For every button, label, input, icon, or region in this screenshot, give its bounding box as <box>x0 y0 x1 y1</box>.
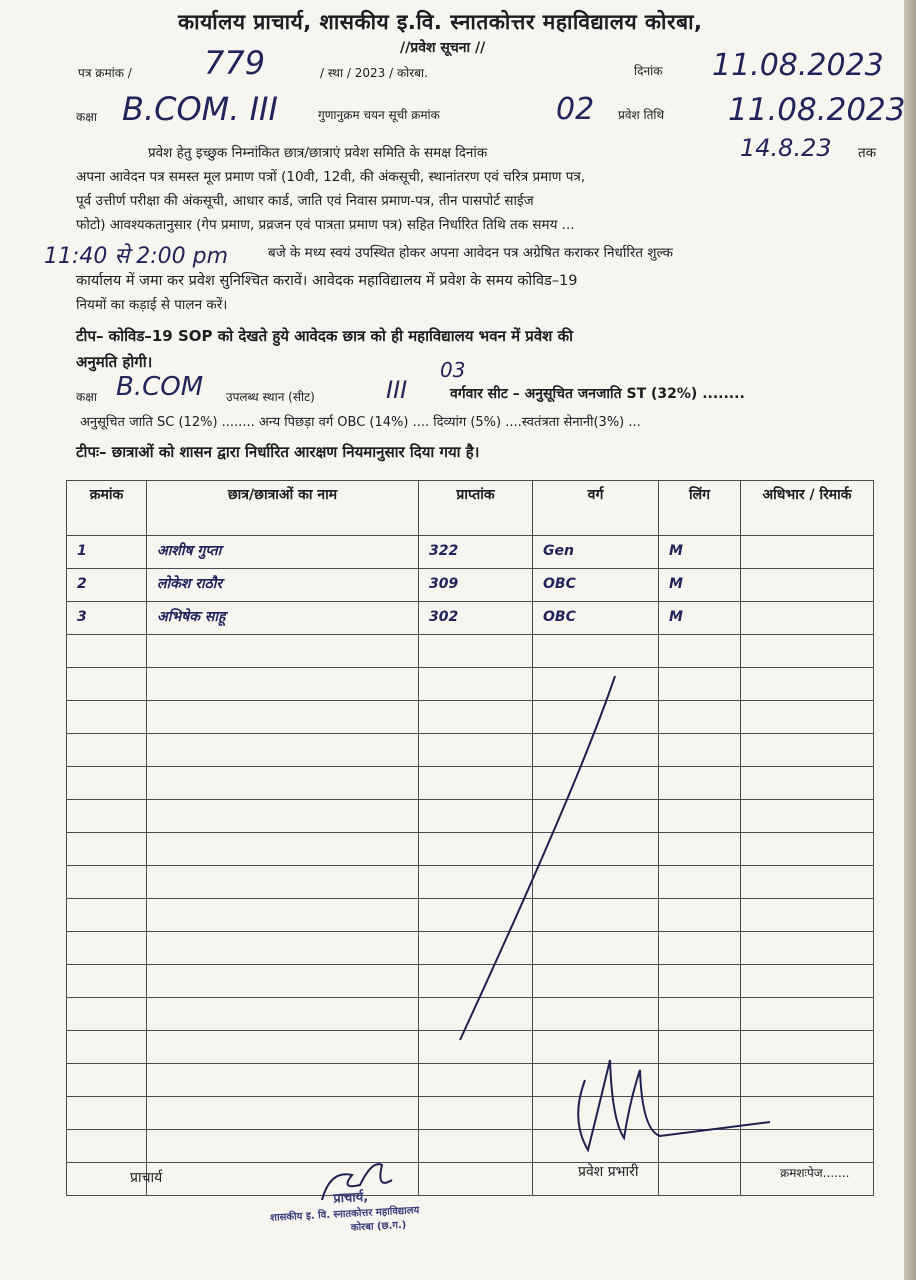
table-cell: M <box>659 536 741 569</box>
paragraph-line-1-end: तक <box>858 145 877 161</box>
table-cell: 302 <box>419 602 533 635</box>
stamp-line-3: कोरबा (छ.ग.) <box>350 1219 407 1234</box>
class-label: कक्षा <box>76 110 97 124</box>
seat-count: 03 <box>440 358 466 382</box>
table-cell: OBC <box>533 602 659 635</box>
paragraph-line-3: पूर्व उत्तीर्ण परीक्षा की अंकसूची, आधार कार्ड, जाति एवं निवास प्रमाण-पत्र, तीन पासपोर्ट साईज <box>76 193 534 209</box>
reporting-time: 11:40 से 2:00 pm <box>44 244 229 269</box>
class-value: B.COM. III <box>122 90 278 128</box>
paragraph-line-6: कार्यालय में जमा कर प्रवेश सुनिश्चित करावें। आवेदक महाविद्यालय में प्रवेश के समय कोविड–19 <box>76 273 578 289</box>
principal-label: प्राचार्य <box>130 1170 163 1186</box>
header-serial: क्रमांक <box>67 481 147 536</box>
stamp-line-1: प्राचार्य, <box>332 1189 369 1207</box>
merit-list-value: 02 <box>556 92 595 127</box>
available-seats-value: III <box>386 376 408 404</box>
paragraph-line-7: नियमों का कड़ाई से पालन करें। <box>76 297 228 313</box>
header-name: छात्र/छात्राओं का नाम <box>147 481 419 536</box>
table-cell: अभिषेक साहू <box>147 602 419 635</box>
table-cell: 309 <box>419 569 533 602</box>
diagonal-cancel-line <box>460 676 615 1040</box>
covid-note-line-2: अनुमति होगी। <box>76 353 153 371</box>
letter-number-label: पत्र क्रमांक / <box>78 66 132 80</box>
paragraph-line-5: बजे के मध्य स्वयं उपस्थित होकर अपना आवेदन पत्र अग्रेषित कराकर निर्धारित शुल्क <box>268 245 673 261</box>
paragraph-line-1: प्रवेश हेतु इच्छुक निम्नांकित छात्र/छात्राएं प्रवेश समिति के समक्ष दिनांक <box>148 145 488 161</box>
category-seats-line-2: अनुसूचित जाति SC (12%) ........ अन्य पिछड़ा वर्ग OBC (14%) .... दिव्यांग (5%) ....स्वतंत्रता सेनानी(3%) ... <box>80 415 641 430</box>
merit-list-label: गुणानुक्रम चयन सूची क्रमांक <box>318 108 440 122</box>
letter-date-label: दिनांक <box>634 64 663 78</box>
category-seats-label: वर्गवार सीट – अनुसूचित जनजाति ST (32%) ........ <box>450 386 745 402</box>
paragraph-line-2: अपना आवेदन पत्र समस्त मूल प्रमाण पत्रों (10वी, 12वी, की अंकसूची, स्थानांतरण एवं चरित्र प्रमाण पत्र, <box>76 169 586 185</box>
header-remark: अधिभार / रिमार्क <box>741 481 874 536</box>
available-seats-label: उपलब्ध स्थान (सीट) <box>226 390 315 404</box>
stamp-line-2: शासकीय इ. वि. स्नातकोत्तर महाविद्यालय <box>269 1205 420 1224</box>
table-cell: 2 <box>67 569 147 602</box>
table-cell: Gen <box>533 536 659 569</box>
table-cell: M <box>659 602 741 635</box>
covid-note-line-1: टीप– कोविड–19 SOP को देखते हुये आवेदक छात्र को ही महाविद्यालय भवन में प्रवेश की <box>76 327 574 345</box>
principal-stamp <box>269 1184 420 1238</box>
paragraph-line-4: फोटो) आवश्यकतानुसार (गेप प्रमाण, प्रव्रजन एवं पात्रता प्रमाण पत्र) सहित निर्धारित तिथि तक समय ... <box>76 217 575 233</box>
letter-ref: / स्था / 2023 / कोरबा. <box>320 66 428 80</box>
table-cell: आशीष गुप्ता <box>147 536 419 569</box>
table-cell: 1 <box>67 536 147 569</box>
appearance-date: 14.8.23 <box>740 134 832 162</box>
table-cell: M <box>659 569 741 602</box>
seats-class-value: B.COM <box>116 372 204 402</box>
letter-number-value: 779 <box>204 44 266 82</box>
incharge-signature <box>578 1060 770 1150</box>
admission-date-label: प्रवेश तिथि <box>618 108 665 122</box>
office-title: कार्यालय प्राचार्य, शासकीय इ.वि. स्नातकोत्तर महाविद्यालय कोरबा, <box>178 10 703 34</box>
header-category: वर्ग <box>533 481 659 536</box>
incharge-label: प्रवेश प्रभारी <box>578 1164 639 1180</box>
header-gender: लिंग <box>659 481 741 536</box>
table-cell: लोकेश राठौर <box>147 569 419 602</box>
reservation-note: टीपः– छात्राओं को शासन द्वारा निर्धारित आरक्षण नियमानुसार दिया गया है। <box>76 443 480 461</box>
continued-label: क्रमशःपेज....... <box>780 1166 850 1180</box>
table-cell: OBC <box>533 569 659 602</box>
header-marks: प्राप्तांक <box>419 481 533 536</box>
table-cell: 322 <box>419 536 533 569</box>
table-cell: 3 <box>67 602 147 635</box>
seats-class-label: कक्षा <box>76 390 97 404</box>
notice-subtitle: //प्रवेश सूचना // <box>400 40 486 56</box>
admission-date-value: 11.08.2023 <box>728 92 906 128</box>
letter-date-value: 11.08.2023 <box>712 48 884 83</box>
